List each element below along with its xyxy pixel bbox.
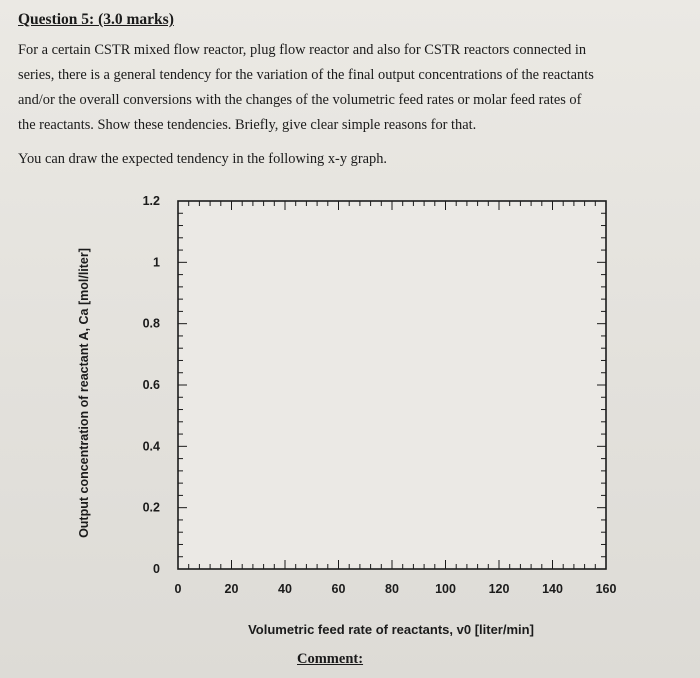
question-body xyxy=(18,38,688,138)
x-tick-label: 20 xyxy=(224,582,239,596)
x-tick-label: 40 xyxy=(278,582,292,596)
y-tick-label: 1 xyxy=(153,255,160,270)
question-body-line: For a certain CSTR mixed flow reactor, plug flow reactor and also for CSTR reactors connected in xyxy=(18,42,587,58)
answer-graph[interactable] xyxy=(0,180,700,650)
question-title: Question 5: (3.0 marks) xyxy=(18,11,174,28)
x-tick-label: 80 xyxy=(385,582,399,596)
y-axis-title: Output concentration of reactant A, Ca [mol/liter] xyxy=(77,248,91,538)
x-tick-label: 120 xyxy=(488,582,510,596)
x-tick-label: 100 xyxy=(435,582,456,596)
x-tick-label: 0 xyxy=(174,582,182,596)
plot-frame xyxy=(178,201,606,569)
x-axis-title: Volumetric feed rate of reactants, v0 [liter/min] xyxy=(248,622,534,637)
chart-canvas[interactable] xyxy=(0,180,700,650)
question-body-line: and/or the overall conversions with the changes of the volumetric feed rates or molar feed rates of xyxy=(18,92,582,108)
x-tick-label: 140 xyxy=(542,582,563,596)
x-tick-label: 60 xyxy=(331,582,346,596)
y-tick-label: 0.4 xyxy=(142,439,160,454)
y-tick-label: 0.6 xyxy=(142,378,160,392)
comment-label: Comment: xyxy=(297,651,364,667)
question-body-line: the reactants. Show these tendencies. Briefly, give clear simple reasons for that. xyxy=(18,117,477,133)
y-tick-label: 0.8 xyxy=(142,316,160,331)
y-tick-label: 0.2 xyxy=(142,500,160,515)
graph-instruction: You can draw the expected tendency in the following x-y graph. xyxy=(18,151,387,167)
x-tick-label: 160 xyxy=(595,582,617,596)
y-tick-label: 0 xyxy=(153,562,160,576)
y-tick-label: 1.2 xyxy=(142,194,160,208)
question-body-line: series, there is a general tendency for the variation of the final output concentrations of the reactants xyxy=(18,67,594,83)
